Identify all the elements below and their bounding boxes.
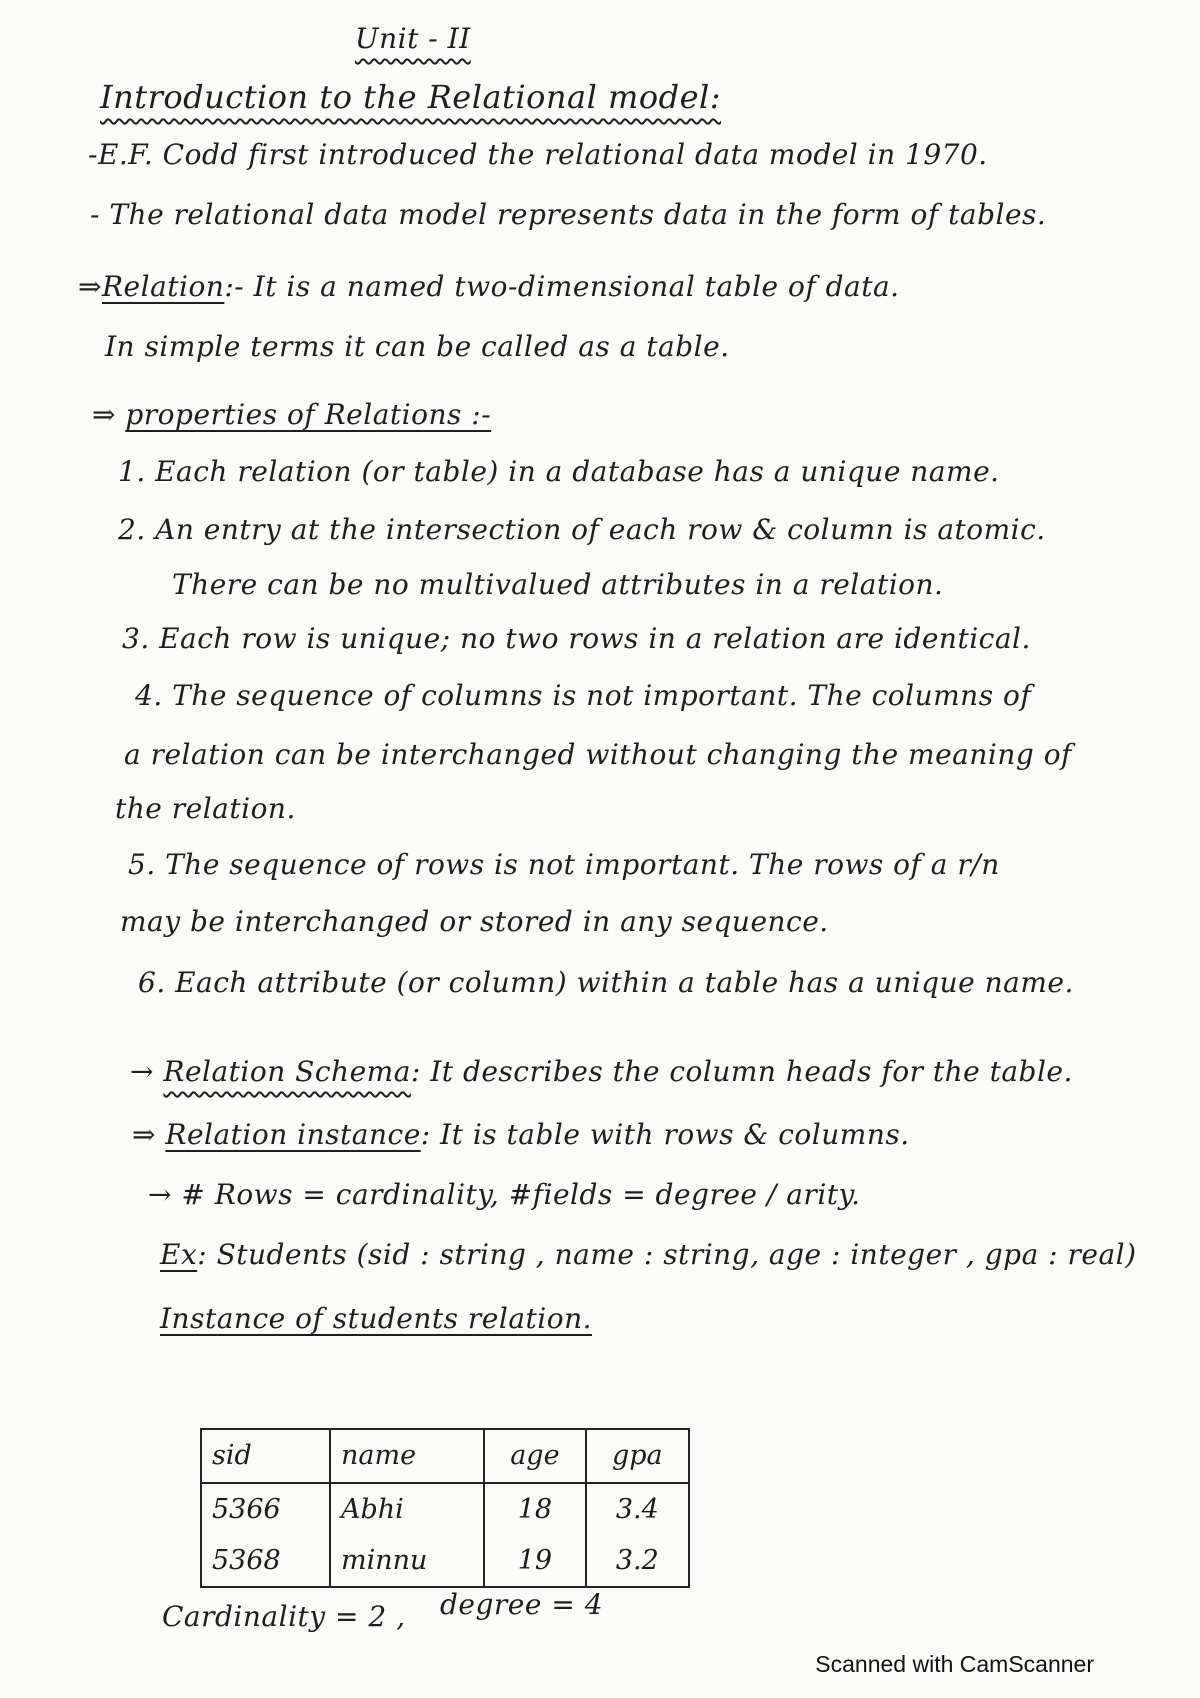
rows-cardinality-text: # Rows = cardinality, #fields = degree / arity. [181, 1178, 861, 1211]
table-cell: Abhi [330, 1483, 484, 1535]
table-cell: 3.2 [615, 1544, 659, 1576]
table-header: sid [201, 1429, 330, 1483]
relation-term: Relation [101, 270, 225, 303]
students-table [200, 1428, 690, 1588]
table-cell: 18 [484, 1483, 585, 1535]
relation-schema-term: Relation Schema [163, 1055, 411, 1088]
table-cell: 3.4 [615, 1493, 659, 1525]
intro-line-1: -E.F. Codd first introduced the relational data model in 1970. [88, 138, 988, 171]
property-item: 2. An entry at the intersection of each row & column is atomic. [118, 513, 1046, 546]
unit-heading: Unit - II [355, 22, 471, 55]
intro-line-2: - The relational data model represents data in the form of tables. [90, 198, 1047, 231]
properties-heading [92, 398, 491, 431]
cardinality-note: Cardinality = 2 , [162, 1600, 406, 1633]
relation-schema [130, 1055, 1073, 1088]
property-item: 4. The sequence of columns is not important. The columns of [135, 679, 1032, 712]
rows-cardinality-line [148, 1178, 861, 1211]
example-label: Ex [160, 1238, 198, 1271]
relation-definition [78, 270, 900, 303]
camscanner-watermark: Scanned with CamScanner [815, 1651, 1094, 1677]
table-header: age [484, 1429, 585, 1483]
relation-instance-term: Relation instance [165, 1118, 421, 1151]
properties-heading-text: properties of Relations :- [125, 398, 492, 431]
degree-note: degree = 4 [440, 1588, 604, 1621]
arrow-icon: → [148, 1178, 182, 1211]
example-line [160, 1238, 1137, 1271]
arrow-icon: → [130, 1055, 164, 1088]
relation-definition-text: :- It is a named two-dimensional table of data. [224, 270, 900, 303]
property-item: the relation. [115, 792, 296, 825]
property-item: 3. Each row is unique; no two rows in a relation are identical. [122, 622, 1031, 655]
arrow-icon: ⇒ [132, 1118, 166, 1151]
relation-simple-line: In simple terms it can be called as a table. [105, 330, 730, 363]
table-row [201, 1483, 689, 1535]
table-cell: 5368 [201, 1535, 330, 1587]
property-item: 6. Each attribute (or column) within a table has a unique name. [138, 966, 1074, 999]
property-item: may be interchanged or stored in any sequence. [120, 905, 829, 938]
relation-schema-definition: : It describes the column heads for the table. [410, 1055, 1073, 1088]
table-cell: 5366 [201, 1483, 330, 1535]
example-text: : Students (sid : string , name : string, age : integer , gpa : real) [197, 1238, 1137, 1271]
property-item: a relation can be interchanged without changing the meaning of [124, 738, 1072, 771]
table-cell: minnu [330, 1535, 484, 1587]
property-item: There can be no multivalued attributes in a relation. [172, 568, 944, 601]
property-item: 5. The sequence of rows is not important. The rows of a r/n [128, 848, 1000, 881]
table-header: gpa [586, 1429, 689, 1483]
arrow-icon: ⇒ [78, 270, 102, 303]
relation-instance [132, 1118, 910, 1151]
table-row [201, 1535, 689, 1587]
property-item: 1. Each relation (or table) in a database has a unique name. [118, 455, 1000, 488]
page-title: Introduction to the Relational model: [100, 78, 722, 116]
instance-caption: Instance of students relation. [160, 1302, 593, 1335]
table-header: name [330, 1429, 484, 1483]
relation-instance-definition: : It is table with rows & columns. [420, 1118, 910, 1151]
table-cell: 19 [484, 1535, 585, 1587]
arrow-icon: ⇒ [92, 398, 126, 431]
